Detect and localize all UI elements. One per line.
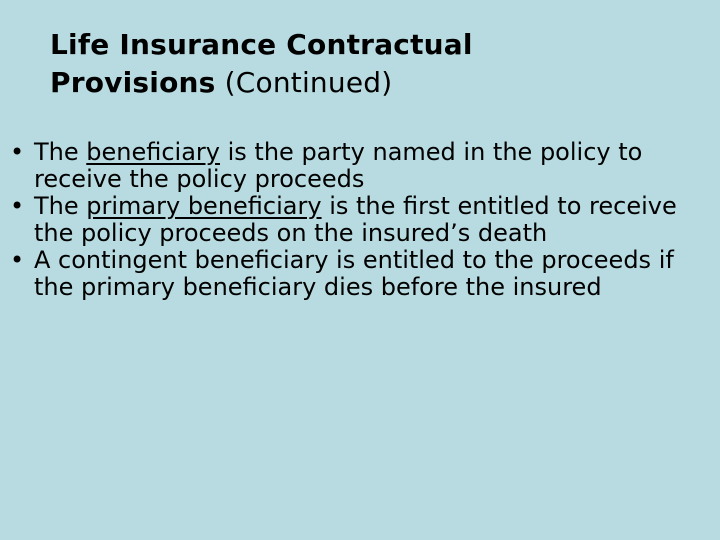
bullet-icon: • xyxy=(10,246,25,274)
bullet-prefix: The xyxy=(34,192,87,220)
bullet-icon: • xyxy=(10,192,25,220)
bullet-item-beneficiary xyxy=(6,139,706,193)
title-line-1: Life Insurance Contractual xyxy=(50,28,473,61)
bullet-item-contingent-beneficiary xyxy=(6,247,706,301)
bullet-list xyxy=(6,139,706,301)
bullet-icon: • xyxy=(10,138,25,166)
term-primary-beneficiary: primary beneficiary xyxy=(86,192,322,220)
bullet-item-primary-beneficiary xyxy=(6,193,706,247)
title-line-2: Provisions xyxy=(50,66,216,99)
bullet-prefix: The xyxy=(34,138,87,166)
bullet-text: A contingent beneficiary is entitled to the proceeds if the primary beneficiary dies before the insured xyxy=(34,246,674,301)
title-suffix: (Continued) xyxy=(215,66,393,99)
bullet-suffix: is the party named in the policy to receive the policy proceeds xyxy=(34,138,643,193)
bullet-suffix: is the first entitled to receive the policy proceeds on the insured’s death xyxy=(34,192,677,247)
slide-title xyxy=(50,26,670,102)
term-beneficiary: beneficiary xyxy=(86,138,220,166)
